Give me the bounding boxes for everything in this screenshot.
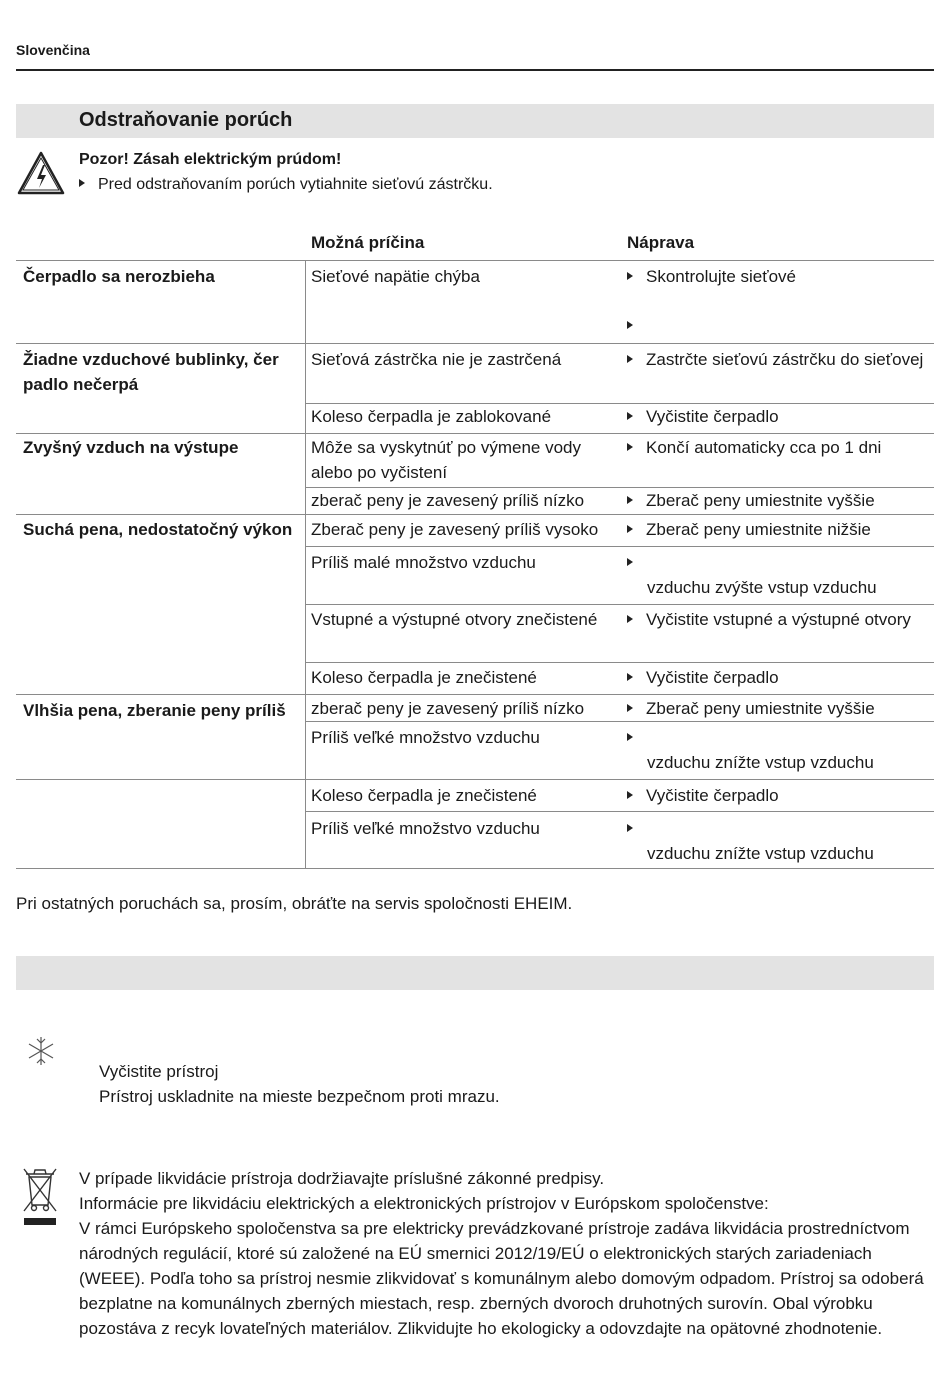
cause-cell: Koleso čerpadla je znečistené (311, 668, 537, 687)
table-line (305, 662, 934, 663)
table-line (305, 721, 934, 722)
cause-cell: Koleso čerpadla je znečistené (311, 786, 537, 805)
weee-bin-icon (20, 1165, 60, 1229)
bullet-icon (627, 355, 633, 363)
warning-text: Pred odstraňovaním porúch vytiahnite sieťovú zástrčku. (98, 176, 493, 193)
storage-text (99, 1059, 500, 1109)
fix-cell (627, 550, 927, 600)
fix-text: Vyčistite čerpadlo (646, 668, 779, 687)
fault-cell: Zvyšný vzduch na výstupe (23, 438, 239, 457)
fault-cell: Suchá pena, nedostatočný výkon (23, 520, 293, 539)
fix-cell (627, 264, 927, 289)
fix-cell (627, 607, 927, 632)
cause-cell: zberač peny je zavesený príliš nízko (311, 699, 585, 718)
cause-cell: Príliš veľké množstvo vzduchu (311, 728, 540, 747)
disposal-paragraph-3: V rámci Európskeho spoločenstva sa pre elektricky prevádzkované prístroje zadáva likvidácia prostredníctvom národných regulácií, ktoré sú založené na EÚ smernici 2012/19/EÚ o elektronických starých zariadeniach (WEEE). Podľa toho sa prístroj nesmie zlikvidovať s komunálnym alebo domovým odpadom. Prístroj sa odoberá bezplatne na komunálnych zberných miestach, resp. zberných dvoroch druhotných surovín. Obal výrobku pozostáva z recyk lovateľných materiálov. Zlikvidujte ho ekologicky a odovzdajte na opätovné zhodnotenie. (79, 1219, 924, 1338)
section-bar-troubleshooting (16, 104, 934, 138)
table-line (16, 343, 934, 344)
cause-cell: zberač peny je zavesený príliš nízko (311, 491, 585, 510)
bullet-icon (627, 615, 633, 623)
fix-text: Skontrolujte sieťové (646, 267, 797, 286)
fault-cell: Žiadne vzduchové bublinky, čer padlo nečerpá (23, 350, 279, 394)
bullet-icon (79, 179, 85, 187)
fix-text: Zberač peny umiestnite nižšie (646, 520, 871, 539)
cause-cell: Sieťové napätie chýba (311, 267, 480, 286)
table-line (16, 779, 934, 780)
fix-cell (627, 488, 927, 513)
cause-cell: Sieťová zástrčka nie je zastrčená (311, 350, 562, 369)
warning-title: Pozor! Zásah elektrickým prúdom! (79, 151, 342, 168)
electric-warning-icon (16, 150, 66, 196)
bullet-icon (627, 733, 633, 741)
fix-text: Vyčistite vstupné a výstupné otvory (646, 610, 911, 629)
table-line (305, 604, 934, 605)
disposal-text (79, 1166, 939, 1341)
bullet-icon (627, 321, 633, 329)
column-header-fix: Náprava (627, 233, 695, 252)
fix-text: Zberač peny umiestnite vyššie (646, 699, 875, 718)
header-rule (16, 69, 934, 71)
section-bar-storage (16, 956, 934, 990)
warning-line (79, 176, 493, 194)
fix-cell (627, 696, 927, 721)
table-line (16, 694, 934, 695)
table-line (16, 433, 934, 434)
fix-text: Vyčistite čerpadlo (646, 786, 779, 805)
fix-cell (627, 435, 927, 460)
snowflake-icon (26, 1035, 56, 1067)
fix-cell (627, 665, 927, 690)
table-line (16, 260, 934, 261)
table-line (16, 868, 934, 869)
table-divider (305, 260, 306, 868)
bullet-icon (627, 443, 633, 451)
fix-cell (627, 783, 927, 808)
fix-text-continued: vzduchu znížte vstup vzduchu (647, 753, 874, 772)
fix-text-continued: vzduchu zvýšte vstup vzduchu (647, 578, 877, 597)
fix-text: Končí automaticky cca po 1 dni (646, 438, 882, 457)
bullet-icon (627, 525, 633, 533)
cause-cell: Príliš veľké množstvo vzduchu (311, 819, 540, 838)
column-header-cause: Možná príčina (311, 233, 425, 252)
cause-cell: Príliš malé množstvo vzduchu (311, 553, 536, 572)
cause-cell: Môže sa vyskytnúť po výmene vody alebo po vyčistení (311, 438, 581, 482)
language-label: Slovenčina (16, 42, 90, 58)
fix-text: Zastrčte sieťovú zástrčku do sieťovej (646, 350, 924, 369)
disposal-paragraph-2: Informácie pre likvidáciu elektrických a elektronických prístrojov v Európskom spoločenstve: (79, 1194, 769, 1213)
bullet-icon (627, 412, 633, 420)
bullet-icon (627, 558, 633, 566)
cause-cell: Zberač peny je zavesený príliš vysoko (311, 520, 599, 539)
table-line (16, 514, 934, 515)
bullet-icon (627, 496, 633, 504)
fix-cell (627, 347, 927, 372)
fault-cell: Čerpadlo sa nerozbieha (23, 267, 215, 286)
fix-text: Vyčistite čerpadlo (646, 407, 779, 426)
cause-cell: Koleso čerpadla je zablokované (311, 407, 552, 426)
fix-text-continued: vzduchu znížte vstup vzduchu (647, 844, 874, 863)
fix-cell (627, 725, 927, 775)
fix-cell (627, 404, 927, 429)
bullet-icon (627, 704, 633, 712)
storage-line-2: Prístroj uskladnite na mieste bezpečnom proti mrazu. (99, 1087, 500, 1106)
fix-cell (627, 517, 927, 542)
table-line (305, 546, 934, 547)
fix-cell (627, 816, 927, 866)
table-line (305, 811, 934, 812)
bullet-icon (627, 673, 633, 681)
storage-line-1: Vyčistite prístroj (99, 1062, 219, 1081)
fix-text: Zberač peny umiestnite vyššie (646, 491, 875, 510)
section-title: Odstraňovanie porúch (79, 109, 293, 131)
fix-cell (627, 313, 927, 338)
bullet-icon (627, 824, 633, 832)
bullet-icon (627, 272, 633, 280)
bullet-icon (627, 791, 633, 799)
disposal-paragraph-1: V prípade likvidácie prístroja dodržiavajte príslušné zákonné predpisy. (79, 1169, 605, 1188)
service-note: Pri ostatných poruchách sa, prosím, obráťte na servis spoločnosti EHEIM. (16, 894, 573, 913)
cause-cell: Vstupné a výstupné otvory znečistené (311, 610, 598, 629)
fault-cell: Vlhšia pena, zberanie peny príliš (23, 701, 286, 720)
